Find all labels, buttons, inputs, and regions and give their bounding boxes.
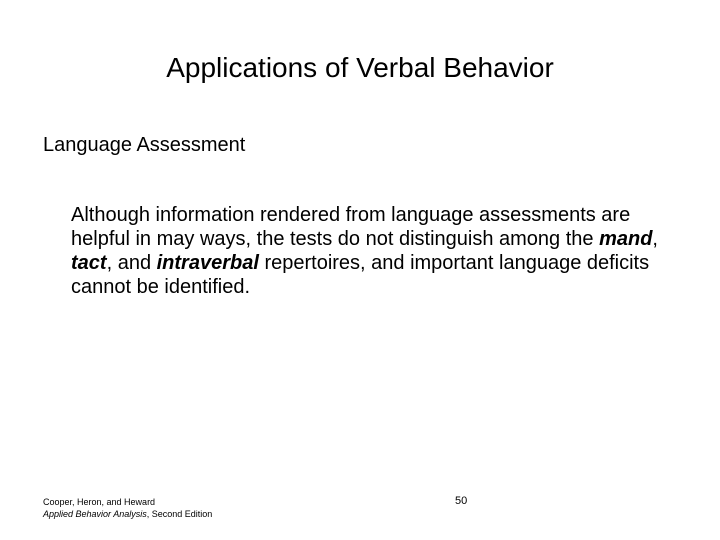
term-tact: tact xyxy=(71,252,107,274)
term-intraverbal: intraverbal xyxy=(156,252,259,274)
citation-authors: Cooper, Heron, and Heward xyxy=(43,497,156,507)
term-mand: mand xyxy=(599,228,653,250)
paragraph-text-1: Although information rendered from language assessments are helpful in may ways, the tests do not distinguish among the xyxy=(71,204,631,250)
footer-citation xyxy=(43,496,212,520)
citation-edition: , Second Edition xyxy=(146,509,213,519)
paragraph-separator-2: , and xyxy=(106,252,157,274)
paragraph-text-2: repertoires, and important language deficits cannot be identified. xyxy=(71,252,650,298)
slide-title: Applications of Verbal Behavior xyxy=(166,52,554,83)
paragraph-separator-1: , xyxy=(652,228,658,250)
section-heading: Language Assessment xyxy=(43,134,246,156)
citation-book-line xyxy=(43,508,212,520)
body-paragraph xyxy=(71,203,671,299)
page-number: 50 xyxy=(455,495,468,507)
citation-book-title: Applied Behavior Analysis xyxy=(43,509,147,519)
